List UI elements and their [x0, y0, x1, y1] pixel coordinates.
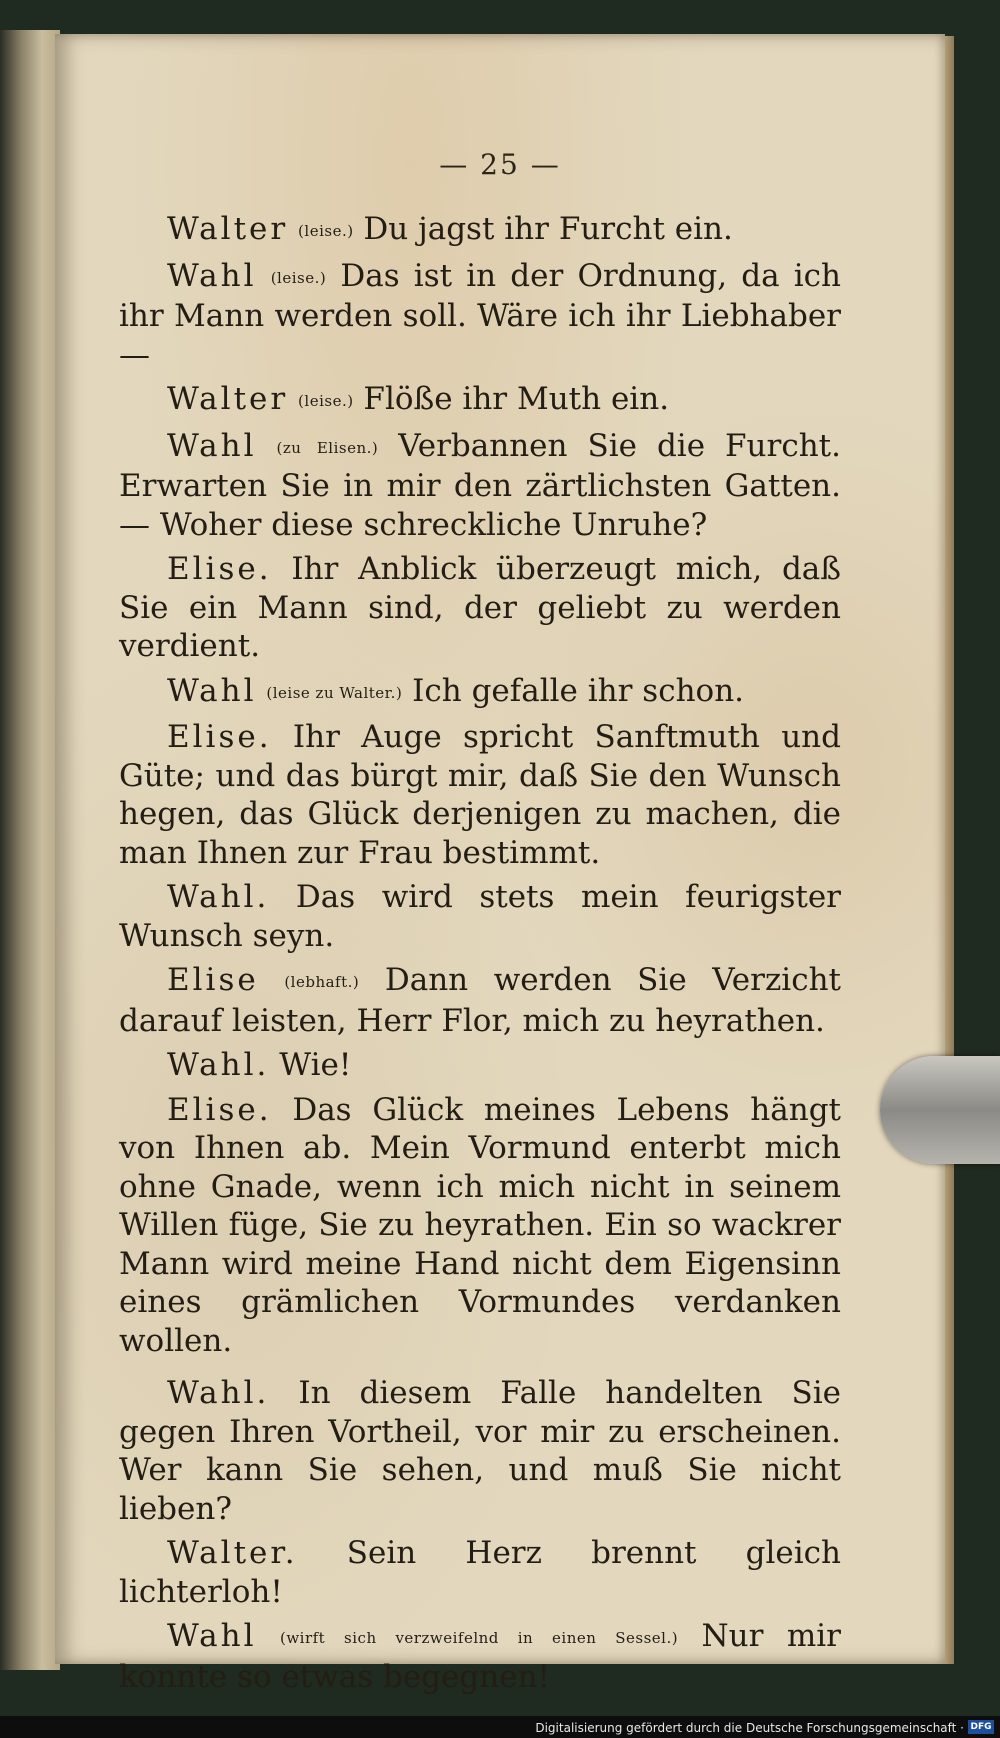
paragraph [119, 1091, 841, 1361]
speaker-name: Wahl. [167, 879, 270, 915]
speaker-name: Walter. [167, 1535, 298, 1571]
speaker-name: Elise. [167, 719, 272, 755]
paragraph [119, 257, 841, 375]
speaker-name: Wahl. [167, 1047, 270, 1083]
dialogue-text: Flöße ihr Muth ein. [353, 381, 670, 417]
stage-direction: (leise.) [298, 392, 354, 410]
dialogue-text: In diesem Falle handelten Sie gegen Ihren Vortheil, vor mir zu erscheinen. Wer kann Sie sehen, und muß Sie nicht lieben? [119, 1375, 841, 1527]
speaker-name: Wahl [167, 1618, 257, 1654]
speaker-name: Wahl [167, 427, 257, 464]
dialogue-text: Ihr Auge spricht Sanftmuth und Güte; und das bürgt mir, daß Sie den Wunsch hegen, das Glück derjenigen zu machen, die man Ihnen zur Frau bestimmt. [119, 719, 841, 871]
paragraph [119, 1617, 841, 1696]
book-binding-edge [0, 30, 60, 1670]
page-text [119, 210, 841, 1702]
paragraph [119, 1046, 841, 1085]
dialogue-text: Nur mir konnte so etwas begegnen! [119, 1618, 841, 1695]
speaker-name: Wahl [167, 672, 257, 709]
digitization-credit: Digitalisierung gefördert durch die Deutsche Forschungsgemeinschaft · [535, 1721, 964, 1735]
speaker-name: Wahl [167, 257, 257, 294]
stage-direction: (zu Elisen.) [276, 438, 379, 457]
dfg-logo-icon: DFG [968, 1720, 994, 1734]
stage-direction: (leise.) [270, 268, 327, 287]
paragraph [119, 878, 841, 955]
footer-bar [0, 1716, 1000, 1738]
dialogue-text: Ich gefalle ihr schon. [402, 672, 745, 709]
dialogue-text: Das ist in der Ordnung, da ich ihr Mann werden soll. Wäre ich ihr Liebhaber — [119, 257, 841, 373]
paragraph [119, 718, 841, 872]
dialogue-text: Verbannen Sie die Furcht. Erwarten Sie in mir den zärtlichsten Gatten. — Woher diese schreckliche Unruhe? [119, 427, 841, 543]
speaker-name: Elise [167, 962, 259, 998]
dialogue-text: Das Glück meines Lebens hängt von Ihnen ab. Mein Vormund enterbt mich ohne Gnade, wenn ich mich nicht in seinem Willen füge, Sie zu heyrathen. Ein so wackrer Mann wird meine Hand nicht dem Eigensinn eines grämlichen Vormundes verdanken wollen. [119, 1091, 841, 1359]
stage-direction: (wirft sich verzweifelnd in einen Sessel.) [279, 1629, 679, 1647]
speaker-name: Walter [167, 381, 289, 417]
paragraph [119, 961, 841, 1040]
paragraph [119, 550, 841, 666]
paragraph [119, 380, 841, 421]
speaker-name: Elise. [167, 551, 272, 587]
paragraph [119, 210, 841, 251]
dialogue-text: Das wird stets mein feurigster Wunsch seyn. [119, 879, 841, 954]
dialogue-text: Wie! [269, 1047, 352, 1083]
paragraph [119, 1534, 841, 1611]
stage-direction: (lebhaft.) [284, 973, 360, 991]
speaker-name: Walter [167, 211, 289, 247]
dialogue-text: Du jagst ihr Furcht ein. [353, 211, 733, 247]
stage-direction: (leise.) [298, 222, 354, 240]
paragraph [119, 672, 841, 713]
paragraph [119, 1374, 841, 1528]
speaker-name: Wahl. [167, 1375, 270, 1411]
page-number: — 25 — [439, 148, 561, 181]
paragraph [119, 427, 841, 545]
dialogue-text: Dann werden Sie Verzicht darauf leisten, Herr Flor, mich zu heyrathen. [119, 962, 842, 1039]
speaker-name: Elise. [167, 1091, 272, 1128]
stage-direction: (leise zu Walter.) [266, 683, 403, 702]
page-clip [880, 1056, 1000, 1164]
dialogue-text: Sein Herz brennt gleich lichterloh! [119, 1535, 841, 1610]
dialogue-text: Ihr Anblick überzeugt mich, daß Sie ein Mann sind, der geliebt zu werden verdient. [119, 551, 841, 664]
